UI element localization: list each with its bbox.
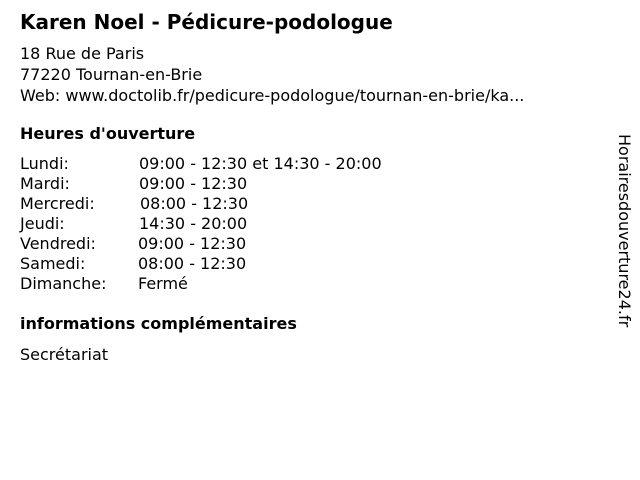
time-value: 09:00 - 12:30 (138, 234, 247, 253)
time-value: Fermé (138, 274, 188, 293)
day-label: Mercredi: (20, 194, 95, 213)
additional-info-text: Secrétariat (20, 345, 109, 364)
page-title: Karen Noel - Pédicure-podologue (20, 10, 393, 34)
day-label: Vendredi: (20, 234, 96, 253)
day-label: Mardi: (20, 174, 70, 193)
time-value: 09:00 - 12:30 (139, 174, 248, 193)
day-label: Lundi: (20, 154, 69, 173)
day-label: Jeudi: (20, 214, 65, 233)
watermark-text: Horairesdouverture24.fr (615, 134, 634, 328)
address-street: 18 Rue de Paris (20, 44, 145, 63)
address-city: 77220 Tournan-en-Brie (20, 65, 203, 84)
additional-info-heading: informations complémentaires (20, 314, 297, 333)
time-value: 14:30 - 20:00 (139, 214, 248, 233)
opening-hours-heading: Heures d'ouverture (20, 124, 196, 143)
watermark (612, 134, 636, 374)
address-block (20, 43, 524, 106)
time-value: 08:00 - 12:30 (140, 194, 249, 213)
time-value: 08:00 - 12:30 (138, 254, 247, 273)
day-label: Dimanche: (20, 274, 107, 293)
day-label: Samedi: (20, 254, 86, 273)
website-link[interactable]: Web: www.doctolib.fr/pedicure-podologue/tournan-en-brie/ka... (20, 86, 525, 105)
time-value: 09:00 - 12:30 et 14:30 - 20:00 (139, 154, 382, 173)
